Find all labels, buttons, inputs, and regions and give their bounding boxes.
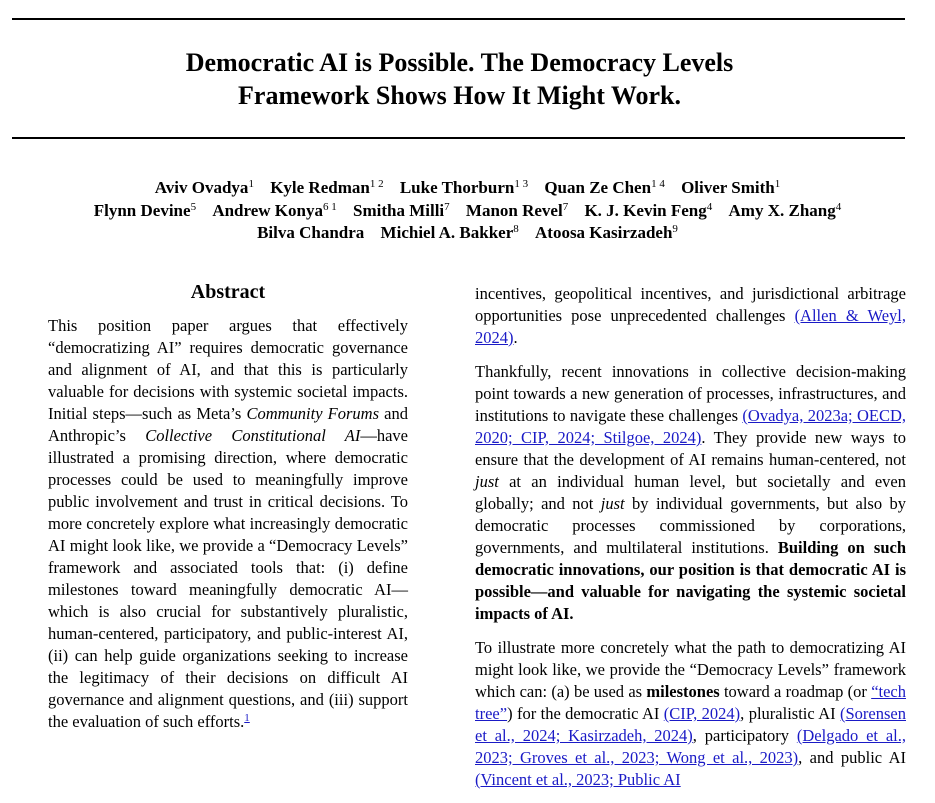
author-line-3 [0, 222, 935, 245]
position-statement: Building on such democratic innovations, our position is that democratic AI is possible—and valuable for navigating the systemic societal impacts of AI. [475, 538, 906, 623]
tech-tree-link[interactable]: “tech tree” [475, 682, 906, 723]
author-line-1 [0, 177, 935, 200]
author: Michiel A. Bakker$^8$ [380, 223, 519, 242]
author: Quan Ze Chen$^{1 4}$ [544, 178, 665, 197]
abstract-paragraph: This position paper argues that effectively “democratizing AI” requires democratic governance and alignment of AI, and that this is particularly valuable for decisions with systemic societal impacts. Initial steps—such as Meta’s Community Forums and Anthropic’s Collective Constitutional AI—have illustrated a promising direction, where democratic processes could be used to meaningfully improve public involvement and trust in critical decisions. To more concretely explore what increasingly democratic AI might look like, we provide a “Democracy Levels” framework and associated tools that: (i) define milestones toward meaningfully democratic AI—which is also crucial for substantively pluralistic, human-centered, participatory, and public-interest AI, (ii) can help guide organizations seeking to increase the legitimacy of their decisions on difficult AI governance and alignment questions, and (iii) support the evaluation of such efforts.$^1$ [48, 316, 408, 731]
footnote-marker[interactable]: 1 [244, 712, 250, 724]
author: Flynn Devine$^5$ [93, 200, 197, 220]
author: Amy X. Zhang$^4$ [728, 200, 842, 220]
citation-link[interactable]: (CIP, 2024) [663, 704, 741, 723]
citation-link[interactable]: (Delgado et al., 2023; Groves et al., 2023; Wong et al., 2023) [475, 726, 906, 767]
citation-link[interactable]: (Vincent et al., 2023; Public AI [475, 770, 681, 789]
paragraph-2: Thankfully, recent innovations in collective decision-making point towards a new generation of processes, infrastructures, and institutions to navigate these challenges (Ovadya, 2023a; OECD, 2020; CIP, 2024; Stilgoe, 2024). They provide new ways to ensure that the development of AI remains human-centered, not just at an individual human level, but societally and even globally; and not just by individual governments, but also by democratic processes commissioned by corporations, governments, and multilateral institutions. Building on such democratic innovations, our position is that democratic AI is possible—and valuable for navigating the systemic societal impacts of AI. [475, 362, 907, 623]
author: Andrew Konya$^{6 1}$ [212, 200, 337, 220]
author: Smitha Milli$^7$ [353, 200, 450, 220]
abstract-body [48, 315, 408, 733]
paragraph-1: incentives, geopolitical incentives, and jurisdictional arbitrage opportunities pose unprecedented challenges (Allen & Weyl, 2024). [475, 284, 906, 347]
author: Atoosa Kasirzadeh$^9$ [535, 223, 678, 242]
title-line-2: Framework Shows How It Might Work. [238, 81, 681, 110]
citation-link[interactable]: (Allen & Weyl, 2024) [475, 306, 906, 347]
abstract-heading: Abstract [190, 281, 266, 303]
author: Manon Revel$^7$ [465, 200, 569, 220]
author-line-2 [0, 200, 935, 223]
author: Aviv Ovadya$^1$ [154, 178, 254, 197]
author: Oliver Smith$^1$ [681, 178, 781, 197]
author-list [0, 177, 935, 245]
author: Bilva Chandra [257, 223, 365, 242]
paper-title [0, 46, 919, 112]
title-line-1: Democratic AI is Possible. The Democracy Levels [185, 48, 734, 77]
author: K. J. Kevin Feng$^4$ [584, 200, 713, 220]
bottom-rule [12, 137, 905, 139]
citation-link[interactable]: (Ovadya, 2023a; OECD, 2020; CIP, 2024; Stilgoe, 2024) [475, 406, 907, 447]
top-rule [12, 18, 905, 20]
author: Luke Thorburn$^{1 3}$ [399, 178, 529, 197]
author: Kyle Redman$^{1 2}$ [270, 178, 384, 197]
citation-link[interactable]: (Sorensen et al., 2024; Kasirzadeh, 2024) [475, 704, 906, 745]
paragraph-3: To illustrate more concretely what the path to democratizing AI might look like, we provide the “Democracy Levels” framework which can: (a) be used as milestones toward a roadmap (or “tech tree”) for the democratic AI (CIP, 2024), pluralistic AI (Sorensen et al., 2024; Kasirzadeh, 2024), participatory (Delgado et al., 2023; Groves et al., 2023; Wong et al., 2023), and public AI (Vincent et al., 2023; Public AI [475, 638, 906, 789]
intro-column [475, 283, 906, 803]
